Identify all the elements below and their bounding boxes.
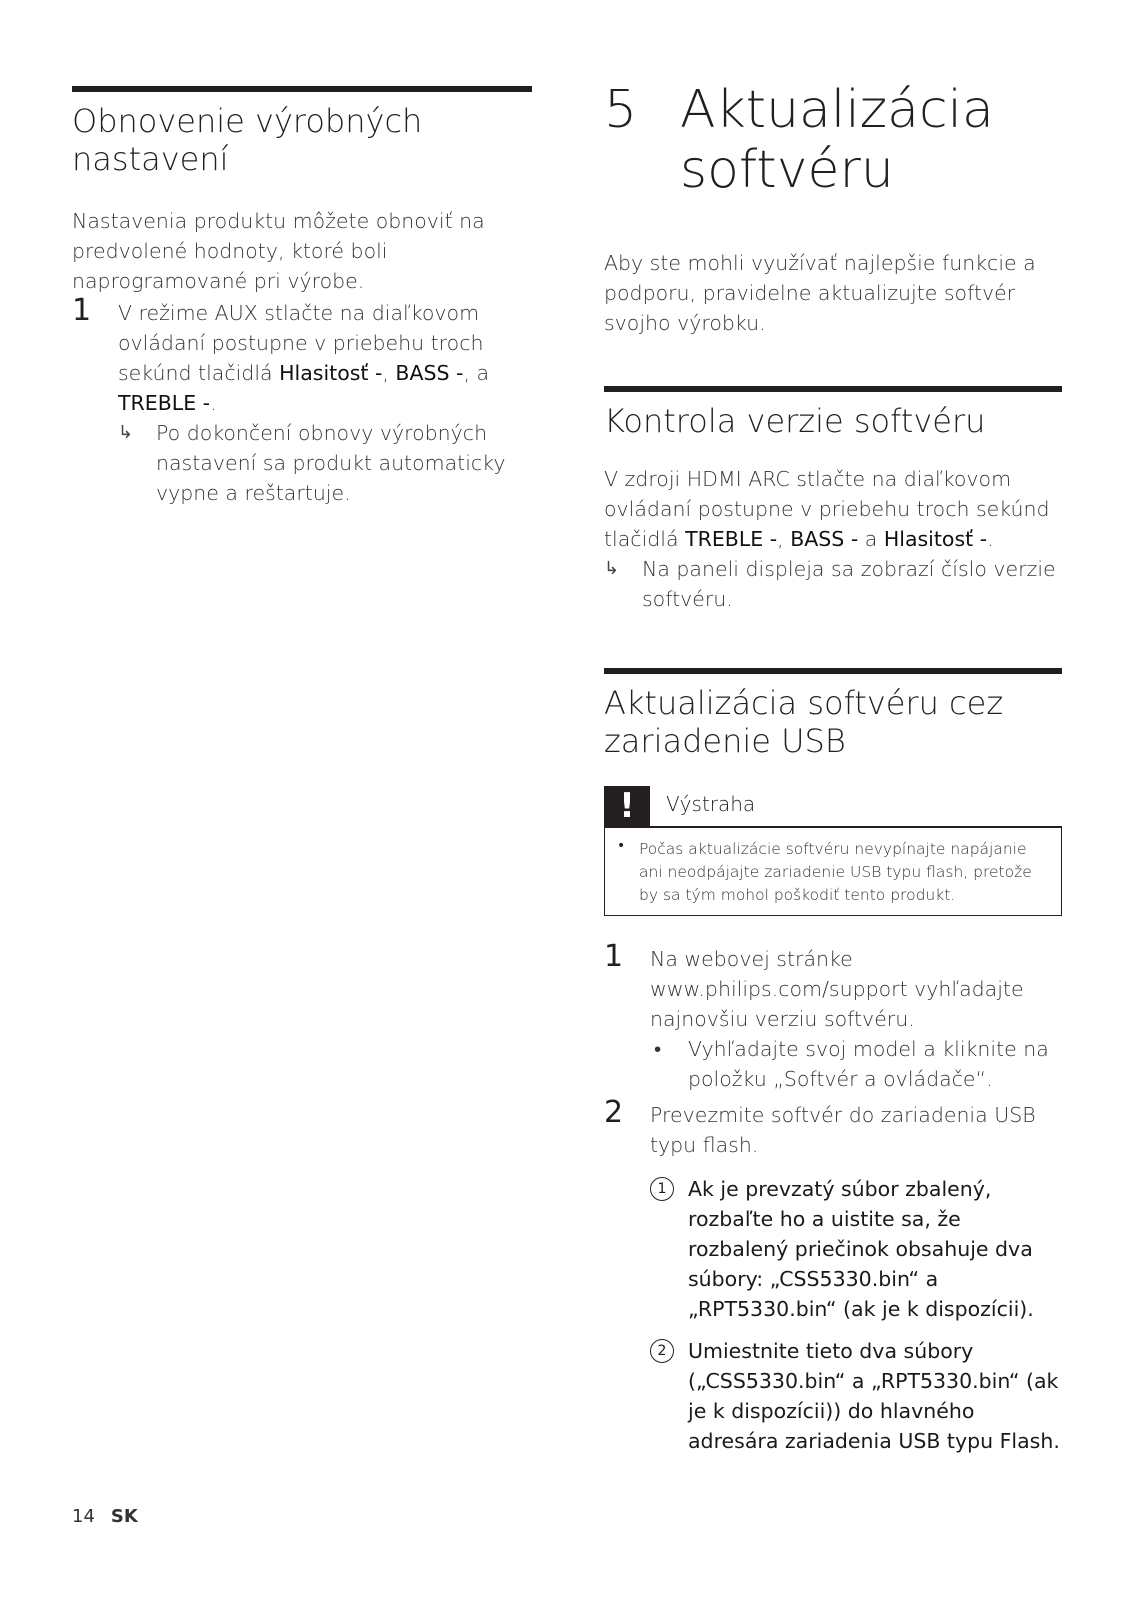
step-sub-bullet [650,1034,1062,1094]
section-title-factory-reset: Obnovenie výrobných nastavení [72,102,423,178]
step-text: . [210,391,217,415]
warning-text: Počas aktualizácie softvéru nevypínajte napájanie ani neodpájajte zariadenie USB typu flash, pretože by sa tým mohol poškodiť tento produkt. [639,840,1032,904]
key-bass: BASS - [790,527,859,551]
body-text: V zdroji HDMI ARC stlačte na diaľkovom ovládaní postupne v priebehu troch sekúnd tlačidlá [604,467,1050,551]
result-arrow-icon: ↳ [604,558,620,579]
body-text: , [777,527,791,551]
chapter-intro: Aby ste mohli využívať najlepšie funkcie a podporu, pravidelne aktualizujte softvér svojho výrobku. [604,251,1036,335]
key-treble: TREBLE - [685,527,778,551]
warning-header [604,786,1062,826]
circled-number: 2 [650,1339,674,1363]
substep-text: Ak je prevzatý súbor zbalený, rozbaľte ho a uistite sa, že rozbalený priečinok obsahuje dva súbory: „CSS5330.bin“ a „RPT5330.bin“ (ak je k dispozícii). [688,1177,1034,1321]
substep-text: Umiestnite tieto dva súbory („CSS5330.bin“ a „RPT5330.bin“ (ak je k dispozícii)) do hlavného adresára zariadenia USB typu Flash. [688,1339,1060,1453]
key-treble: TREBLE - [118,391,211,415]
result-text: Po dokončení obnovy výrobných nastavení sa produkt automaticky vypne a reštartuje. [156,421,506,505]
page-number: 14 [72,1506,95,1527]
section-rule [72,86,532,92]
bullet-icon: • [617,838,626,854]
chapter-heading [604,80,1062,210]
result-text: Na paneli displeja sa zobrazí číslo verzie softvéru. [642,557,1056,611]
step-text: , a [463,361,490,385]
warning-box [604,826,1062,916]
chapter-title [680,80,994,200]
chapter-title-line1: Aktualizácia [680,80,994,140]
step-text: Prevezmite softvér do zariadenia USB typu flash. [650,1103,1036,1157]
left-column [72,86,532,508]
warning-label: Výstraha [666,792,756,816]
sub-text: Vyhľadajte svoj model a kliknite na položku „Softvér a ovládače“. [688,1037,1049,1091]
section-rule [604,668,1062,674]
circled-number: 1 [650,1177,674,1201]
section-title-version-check: Kontrola verzie softvéru [604,402,986,440]
step-number: 1 [604,939,624,974]
language-code: SK [110,1506,138,1527]
usb-step-1 [604,939,1062,1094]
step-text: Na webovej stránke www.philips.com/support vyhľadajte najnovšiu verziu softvéru. [650,947,1024,1031]
step-number: 2 [604,1095,624,1130]
version-check-text [604,464,1062,554]
right-column [604,80,1062,1456]
exclamation-icon: ! [604,786,650,826]
step-text: V režime AUX stlačte na diaľkovom ovládaní postupne v priebehu troch sekúnd tlačidlá [118,301,484,385]
key-bass: BASS - [395,361,464,385]
step-text: , [382,361,396,385]
result-arrow-icon: ↳ [118,422,134,443]
step-number: 1 [72,293,92,328]
chapter-title-line2: softvéru [680,140,894,200]
key-volume: Hlasitosť - [883,527,988,551]
step-result [118,418,532,508]
step-1 [72,293,532,508]
body-text: a [858,527,884,551]
factory-reset-intro: Nastavenia produktu môžete obnoviť na predvolené hodnoty, ktoré boli naprogramované pri výrobe. [72,209,485,293]
substep-1 [650,1174,1062,1324]
key-volume: Hlasitosť - [279,361,383,385]
section-rule [604,386,1062,392]
section-title-usb-update: Aktualizácia softvéru cez zariadenie USB [604,684,1004,760]
usb-step-2 [604,1095,1062,1456]
body-text: . [987,527,994,551]
substep-2 [650,1336,1062,1456]
page-footer [72,1506,138,1527]
version-result [604,554,1062,614]
bullet-icon: • [654,1037,662,1061]
chapter-number: 5 [604,80,638,140]
